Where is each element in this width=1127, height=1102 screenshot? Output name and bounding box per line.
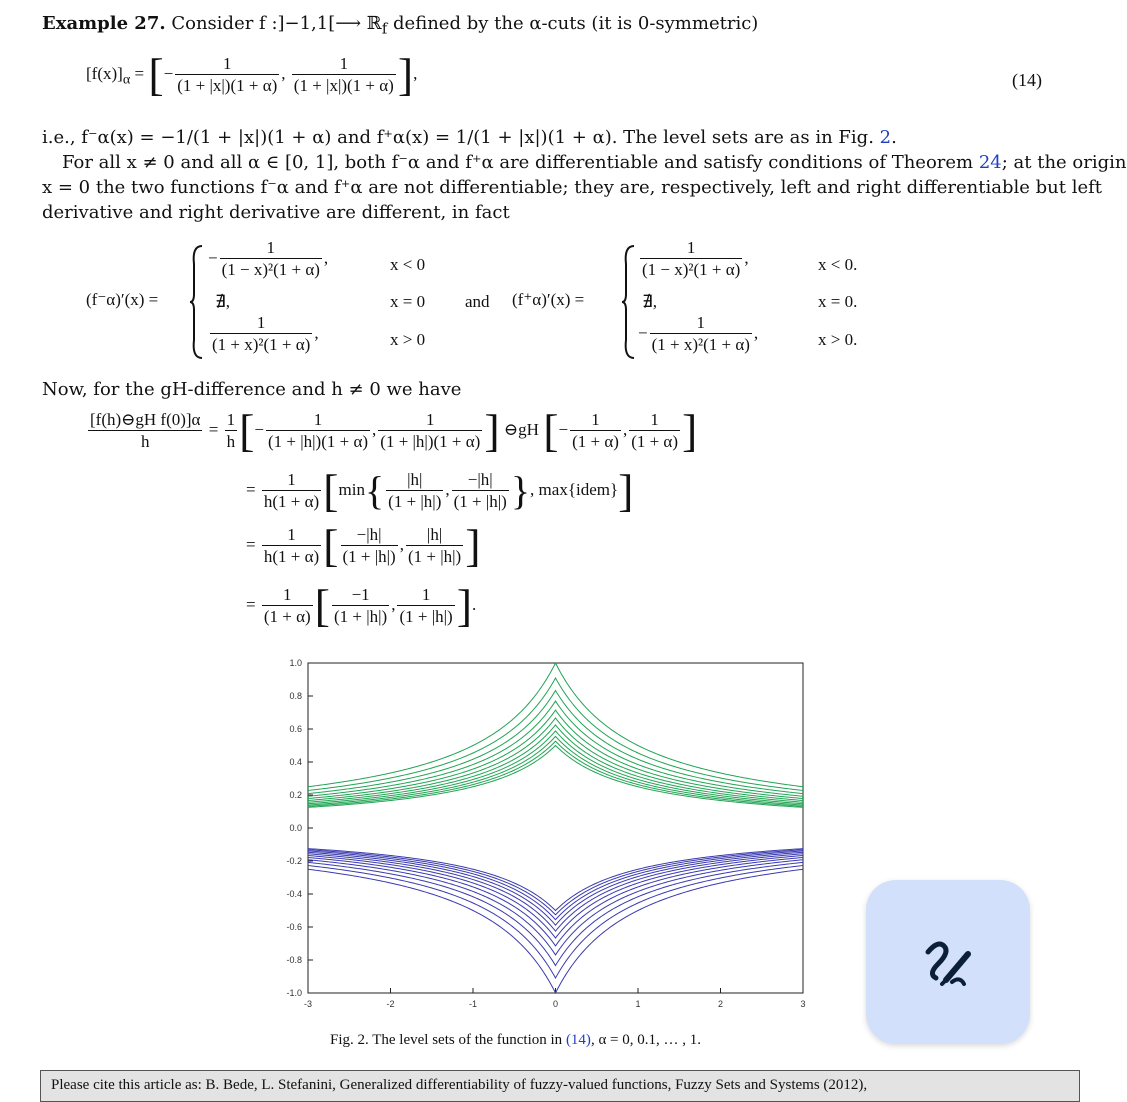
x-tick-label: 2	[717, 999, 724, 1009]
gh-r1-f2-num: 1	[378, 410, 482, 431]
right-cond-3: x > 0.	[818, 330, 858, 349]
example-label: Example 27.	[42, 13, 166, 34]
y-tick-label: 0.8	[289, 691, 302, 701]
gh-r3-f1-den: (1 + |h|)	[342, 546, 396, 566]
gh-r1-f4-num: 1	[629, 410, 680, 431]
gh-r1-f1-num: 1	[266, 410, 370, 431]
para-line-3: derivative and right derivative are different, in fact	[42, 202, 510, 223]
level-set-curve	[308, 866, 803, 979]
para1-a: For all x ≠ 0 and all α ∈ [0, 1], both f⁻α and f⁺α are differentiable and satisfy conditions of Theorem	[62, 152, 974, 173]
gh-r1-f3-den: (1 + α)	[572, 431, 619, 451]
rc1-num: 1	[640, 238, 742, 259]
gh-r3-br-close: ]	[465, 520, 481, 571]
example-heading	[42, 12, 1044, 41]
x-tick-label: 1	[635, 999, 641, 1009]
gh-r4-f1-den: (1 + |h|)	[334, 606, 388, 626]
y-tick-label: -0.4	[286, 889, 302, 899]
gh-r4-outer	[262, 585, 313, 628]
gh-r3-one: 1	[262, 525, 321, 546]
eq14-num: 1	[175, 54, 279, 75]
eq14-frac-right	[292, 54, 396, 97]
y-tick-label: -0.6	[286, 922, 302, 932]
left-case-2: ∄,	[215, 292, 230, 311]
gh-r1-br2-open: [	[543, 405, 559, 456]
equation-14: $[f(x)]_\alpha$ = [− $\frac{1}{(1 + |x|)(1 + \alpha)}$ , $\frac{1}{(1 + |x|)(1 + \alpha)}$ ],	[86, 49, 418, 100]
y-tick-label: 0.4	[289, 757, 302, 767]
gh-r1-f1-den: (1 + |h|)(1 + α)	[267, 431, 369, 451]
gh-r1-f2-den: (1 + |h|)(1 + α)	[380, 431, 481, 451]
eq14-equals: =	[134, 63, 145, 83]
gh-r2-one: 1	[262, 470, 321, 491]
gh-r4-f2-den: (1 + |h|)	[399, 606, 453, 626]
gh-r2-f1	[386, 470, 443, 513]
eq14-den2: (1 + |x|)(1 + α)	[293, 75, 394, 95]
gh-r2-f1-num: |h|	[386, 470, 443, 491]
left-cond-3: x > 0	[390, 330, 426, 349]
theorem-24-link[interactable]: 24	[978, 152, 1002, 173]
gh-r2-f2	[452, 470, 509, 513]
figure-caption	[330, 1032, 701, 1049]
y-tick-label: -0.8	[286, 955, 302, 965]
lc1-den: (1 − x)²(1 + α)	[221, 260, 320, 279]
gh-r3-outer	[262, 525, 321, 568]
gh-r1-outer	[225, 410, 238, 453]
and-word: and	[465, 292, 490, 311]
heading-sub: f	[381, 19, 388, 38]
caption-text: Fig. 2. The level sets of the function in	[330, 1032, 563, 1048]
gh-r3-f1	[341, 525, 398, 568]
right-cond-1: x < 0.	[818, 255, 858, 274]
y-tick-label: 0.2	[289, 790, 302, 800]
gh-r1-h: h	[226, 431, 236, 451]
gh-r4-f2-num: 1	[397, 585, 454, 606]
rc3-den: (1 + x)²(1 + α)	[651, 335, 750, 354]
level-sets-chart	[260, 655, 820, 1025]
equation-14-link[interactable]: (14)	[565, 1032, 591, 1048]
gh-r4-br-close: ]	[456, 580, 473, 631]
right-derivative-lhs: (f⁺α)′(x) =	[512, 290, 585, 309]
x-tick-label: -1	[468, 999, 478, 1009]
gh-r2-brace-open: {	[364, 468, 385, 513]
left-case-3-frac	[210, 313, 312, 356]
gh-r4-f2	[397, 585, 454, 628]
fig-2-link[interactable]: 2	[879, 127, 892, 148]
gh-r4-one: 1	[262, 585, 313, 606]
x-tick-label: -2	[386, 999, 395, 1009]
level-set-curve	[308, 857, 803, 945]
gh-row-2: = $\frac{1}{h(1 + \alpha)}$ [min{ $\frac{|h|}{(1 + |h|)}$ , $\frac{-|h|}{(1 + |h|)}$ }, max{idem}]	[246, 465, 634, 516]
gh-r3-f2-num: |h|	[406, 525, 463, 546]
gh-r3-br-open: [	[323, 520, 339, 571]
gh-r3-f1-num: −|h|	[341, 525, 398, 546]
y-tick-label: 0.0	[289, 823, 302, 833]
now-line: Now, for the gH-difference and h ≠ 0 we have	[42, 379, 462, 400]
level-set-curve	[308, 710, 803, 798]
eq14-lhs: [f(x)]	[86, 63, 123, 83]
gh-lhs-den: h	[140, 431, 150, 451]
eq14-den: (1 + |x|)(1 + α)	[177, 75, 278, 95]
gh-r1-f3	[570, 410, 621, 453]
para-line-1	[62, 151, 1127, 175]
gh-r4-den: (1 + α)	[263, 606, 311, 626]
gh-r2-f2-den: (1 + |h|)	[453, 491, 507, 511]
y-tick-label: -1.0	[286, 988, 302, 998]
ie-text: i.e., f⁻α(x) = −1/(1 + |x|)(1 + α) and f⁺α(x) = 1/(1 + |x|)(1 + α). The level sets are as in Fig.	[42, 127, 874, 148]
level-set-curve	[308, 678, 803, 791]
level-set-curve	[308, 691, 803, 794]
equation-number: (14)	[1012, 70, 1042, 90]
gh-ominus: ⊖gH	[503, 419, 539, 439]
gh-r1-br-close: ]	[484, 405, 500, 456]
eq14-num2: 1	[292, 54, 396, 75]
gh-r3-f2-den: (1 + |h|)	[407, 546, 462, 566]
right-cond-2: x = 0.	[818, 292, 858, 311]
left-case-1: − $\frac{1}{\text{(1 − x)²(1 + α)}}$ ,	[208, 238, 329, 279]
eq14-lhs-sub: α	[122, 71, 131, 88]
heading-text: Consider f :]−1,1[⟶ ℝ	[171, 13, 382, 34]
edit-fab-button[interactable]	[866, 880, 1030, 1044]
citation-banner: Please cite this article as: B. Bede, L. Stefanini, Generalized differentiability of fuzzy-valued functions, Fuzzy Sets and Systems (2012),	[40, 1070, 1080, 1102]
right-case-1: $\frac{1}{\text{(1 − x)²(1 + α)}}$ ,	[642, 238, 749, 279]
left-case-1-frac	[220, 238, 322, 281]
heading-tail: defined by the α-cuts (it is 0-symmetric)	[387, 13, 759, 34]
gh-r1-f4	[629, 410, 680, 453]
gh-r4-f1-num: −1	[332, 585, 389, 606]
x-tick-label: 3	[800, 999, 806, 1009]
ie-line: i.e., f⁻α(x) = −1/(1 + |x|)(1 + α) and f⁺α(x) = 1/(1 + |x|)(1 + α). The level sets are as in Fig. 2.	[42, 127, 897, 148]
gh-max: max{idem}	[538, 479, 619, 499]
gh-r2-f1-den: (1 + |h|)	[388, 491, 442, 511]
left-brace-icon	[188, 244, 204, 360]
right-brace-icon	[620, 244, 636, 360]
bracket-close: ]	[397, 49, 414, 100]
right-case-1-frac	[640, 238, 742, 281]
gh-r4-br-open: [	[314, 580, 330, 631]
gh-min: min	[338, 479, 365, 499]
plot-frame	[308, 663, 803, 993]
level-set-curve	[308, 862, 803, 965]
lc1-num: 1	[220, 238, 322, 259]
edit-pen-icon	[916, 930, 980, 994]
right-case-3-frac	[650, 313, 752, 356]
right-case-2: ∄,	[642, 292, 657, 311]
level-set-curve	[308, 701, 803, 796]
gh-r1-br2-close: ]	[682, 405, 698, 456]
gh-r2-br-open: [	[323, 465, 339, 516]
lc3-num: 1	[210, 313, 312, 334]
gh-r1-br-open: [	[239, 405, 255, 456]
lc3-den: (1 + x)²(1 + α)	[212, 335, 311, 354]
gh-lhs-num: [f(h)⊖gH f(0)]α	[90, 409, 201, 429]
gh-r1-f3-num: 1	[570, 410, 621, 431]
x-tick-label: 0	[552, 999, 559, 1009]
gh-r2-f2-num: −|h|	[452, 470, 509, 491]
gh-r2-outer	[262, 470, 321, 513]
left-cond-1: x < 0	[390, 255, 426, 274]
gh-lhs-frac	[88, 410, 202, 453]
bracket-open: [	[148, 49, 164, 100]
gh-r2-den: h(1 + α)	[263, 491, 320, 511]
eq14-frac-left	[175, 54, 279, 97]
gh-r1-f2	[378, 410, 482, 453]
gh-r2-brace-close: }	[510, 468, 531, 513]
chart-svg	[260, 655, 820, 1025]
gh-r1-f1	[266, 410, 370, 453]
para-line-2: x = 0 the two functions f⁻α and f⁺α are not differentiable; they are, respectively, left and right differentiable but left	[42, 177, 1102, 198]
y-tick-label: 1.0	[289, 658, 302, 668]
level-set-curve	[308, 860, 803, 955]
rc1-den: (1 − x)²(1 + α)	[642, 260, 741, 279]
gh-r3-den: h(1 + α)	[263, 546, 320, 566]
gh-r2-br-close: ]	[618, 465, 634, 516]
gh-row-4: = $\frac{1}{(1 + \alpha)}$ [ $\frac{-1}{(1 + |h|)}$ , $\frac{1}{(1 + |h|)}$ ].	[246, 580, 477, 631]
rc3-num: 1	[650, 313, 752, 334]
gh-row-1: $\frac{\text{[f(h)⊖gH f(0)]α}}{h}$ = $\frac{1}{h}$ [− $\frac{1}{(1 + |h|)(1 + \alpha)}$ , $\frac{1}{(1 + |h|)(1 + \alpha)}$ ] ⊖gH [− $\frac{1}{(1 + \alpha)}$ , $\frac{1}{(1 + \alpha)}$ ]	[90, 405, 698, 456]
x-tick-label: -3	[303, 999, 313, 1009]
gh-r4-f1	[332, 585, 389, 628]
y-tick-label: 0.6	[289, 724, 302, 734]
gh-r1-one: 1	[226, 409, 236, 429]
gh-r3-f2	[406, 525, 463, 568]
y-tick-label: -0.2	[286, 856, 302, 866]
left-derivative-lhs: (f⁻α)′(x) =	[86, 290, 159, 309]
left-cond-2: x = 0	[390, 292, 426, 311]
right-case-3: − $\frac{1}{\text{(1 + x)²(1 + α)}}$ ,	[638, 313, 759, 354]
left-case-3: $\frac{1}{\text{(1 + x)²(1 + α)}}$ ,	[212, 313, 319, 354]
caption-tail: , α = 0, 0.1, … , 1.	[590, 1032, 702, 1048]
gh-r1-f4-den: (1 + α)	[631, 431, 679, 451]
para1-b: ; at the origin	[1001, 152, 1127, 173]
gh-row-3: = $\frac{1}{h(1 + \alpha)}$ [ $\frac{-|h|}{(1 + |h|)}$ , $\frac{|h|}{(1 + |h|)}$ ]	[246, 520, 481, 571]
